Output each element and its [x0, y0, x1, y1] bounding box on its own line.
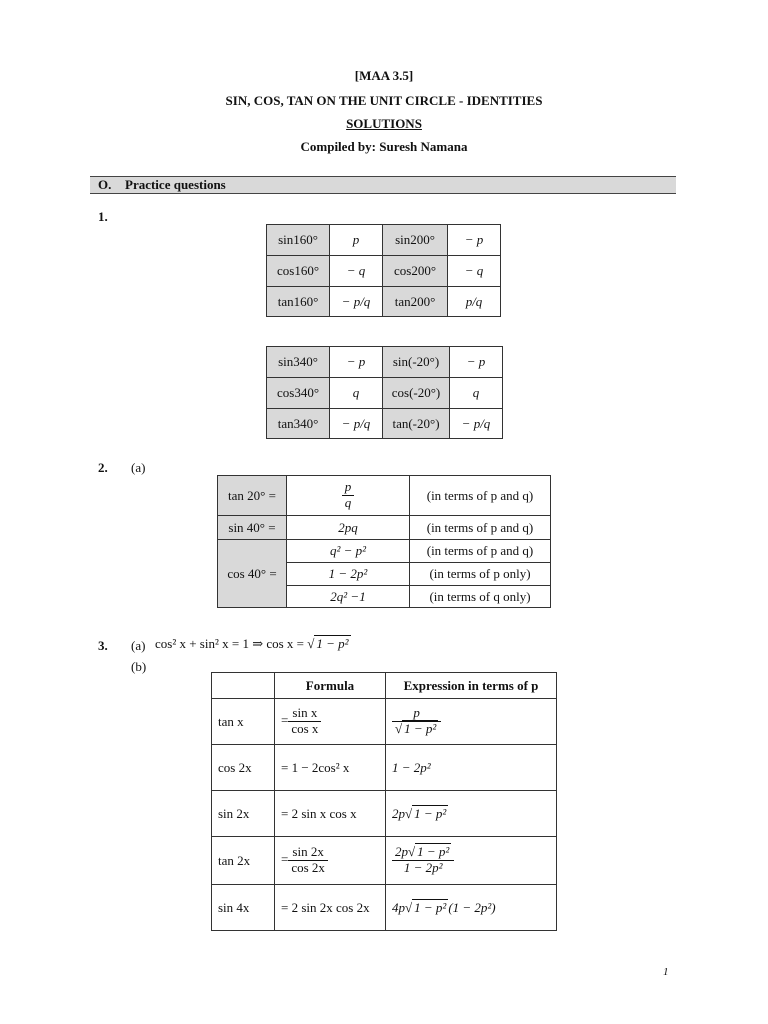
cell: sin200°	[383, 225, 448, 256]
cell: cos160°	[267, 256, 330, 287]
radicand: 1 − p²	[417, 844, 450, 860]
header-expression: Expression in terms of p	[386, 673, 557, 699]
cell: − p	[330, 347, 383, 378]
formula-cell: = 1 − 2cos² x	[275, 745, 386, 791]
sqrt-icon: √	[395, 721, 403, 736]
row-label: tan 20° =	[218, 476, 287, 516]
expression-cell	[386, 837, 557, 885]
cell: − q	[330, 256, 383, 287]
q3-table	[211, 672, 557, 931]
cell: tan(-20°)	[383, 409, 450, 439]
expression-cell	[386, 699, 557, 745]
sqrt-icon: √	[405, 899, 413, 915]
numerator: sin 2x	[288, 845, 328, 861]
expr-prefix: 4p	[392, 899, 405, 915]
value-cell: 2q² −1	[287, 586, 410, 608]
q1-table-b	[266, 346, 503, 439]
section-number: O.	[98, 177, 112, 192]
numerator	[392, 845, 454, 861]
question-3a-equation	[155, 636, 351, 652]
fraction	[392, 706, 441, 737]
value-cell: q² − p²	[287, 540, 410, 563]
numerator: p	[392, 706, 441, 722]
cell: sin340°	[267, 347, 330, 378]
document-title: SIN, COS, TAN ON THE UNIT CIRCLE - IDENTITIES	[225, 93, 543, 108]
cell: tan200°	[383, 287, 448, 317]
expression-cell	[386, 885, 557, 931]
denominator	[392, 722, 441, 737]
expression-cell: 1 − 2p²	[386, 745, 557, 791]
cell: q	[330, 378, 383, 409]
cell: − p	[450, 347, 503, 378]
cell: − p	[448, 225, 501, 256]
document-code: [MAA 3.5]	[354, 68, 414, 83]
fraction	[392, 845, 454, 876]
radicand: 1 − p²	[414, 805, 447, 821]
row-label: tan 2x	[212, 837, 275, 885]
radicand: 1 − p²	[316, 636, 349, 651]
q2-table	[217, 475, 551, 608]
numerator: sin x	[288, 706, 321, 722]
question-3-part-b: (b)	[131, 659, 147, 674]
question-1-number: 1.	[98, 209, 108, 224]
row-label: sin 2x	[212, 791, 275, 837]
row-label: sin 40° =	[218, 516, 287, 540]
question-3-number: 3.	[98, 638, 108, 653]
section-title: Practice questions	[125, 177, 226, 192]
question-3-part-a: (a)	[131, 638, 146, 653]
value-cell	[287, 476, 410, 516]
denominator: cos 2x	[291, 860, 325, 875]
cell: − p/q	[330, 409, 383, 439]
numerator: p	[342, 480, 355, 496]
row-label: tan x	[212, 699, 275, 745]
formula-cell: = 2 sin x cos x	[275, 791, 386, 837]
question-2-number: 2.	[98, 460, 108, 475]
q1-table-a	[266, 224, 501, 317]
note-cell: (in terms of p and q)	[410, 540, 551, 563]
row-label: sin 4x	[212, 885, 275, 931]
note-cell: (in terms of p and q)	[410, 476, 551, 516]
cell: − p/q	[330, 287, 383, 317]
value-cell: 1 − 2p²	[287, 563, 410, 586]
cell: cos340°	[267, 378, 330, 409]
note-cell: (in terms of p and q)	[410, 516, 551, 540]
sqrt-icon: √	[307, 636, 315, 651]
formula-cell: = $\frac{\text{sin x}}{\text{cos x}}$	[275, 699, 386, 745]
cell: q	[450, 378, 503, 409]
page-number: 1	[663, 966, 669, 978]
denominator: 1 − 2p²	[403, 860, 443, 875]
cell: tan340°	[267, 409, 330, 439]
section-header	[90, 176, 676, 194]
fraction	[288, 706, 321, 737]
cell: p	[330, 225, 383, 256]
denominator: cos x	[291, 721, 319, 736]
cell: − p/q	[450, 409, 503, 439]
header-empty	[212, 673, 275, 699]
expr-prefix: 2p	[395, 844, 408, 860]
row-label: cos 2x	[212, 745, 275, 791]
cell: tan160°	[267, 287, 330, 317]
cell: sin160°	[267, 225, 330, 256]
sqrt-icon: √	[408, 844, 416, 860]
formula-cell: = 2 sin 2x cos 2x	[275, 885, 386, 931]
note-cell: (in terms of q only)	[410, 586, 551, 608]
identity-text: cos² x + sin² x = 1 ⇒ cos x =	[155, 636, 305, 651]
row-label: cos 40° =	[218, 540, 287, 608]
question-2-part-a: (a)	[131, 460, 146, 475]
subtitle-text: SOLUTIONS	[346, 116, 422, 131]
header-formula: Formula	[275, 673, 386, 699]
note-cell: (in terms of p only)	[410, 563, 551, 586]
fraction	[342, 480, 355, 511]
radicand: 1 − p²	[414, 899, 447, 915]
expr-suffix: (1 − 2p²)	[448, 899, 496, 915]
fraction	[288, 845, 328, 876]
denominator: q	[344, 495, 352, 510]
expr-prefix: 2p	[392, 805, 405, 821]
expression-cell	[386, 791, 557, 837]
cell: cos200°	[383, 256, 448, 287]
cell: − q	[448, 256, 501, 287]
sqrt-icon: √	[405, 805, 413, 821]
cell: sin(-20°)	[383, 347, 450, 378]
cell: p/q	[448, 287, 501, 317]
radicand: 1 − p²	[404, 721, 437, 736]
document-subtitle	[0, 116, 768, 132]
formula-cell: = $\frac{\sin 2x}{\cos 2x}$	[275, 837, 386, 885]
cell: cos(-20°)	[383, 378, 450, 409]
author-line: Compiled by: Suresh Namana	[300, 139, 468, 154]
value-cell: 2pq	[287, 516, 410, 540]
